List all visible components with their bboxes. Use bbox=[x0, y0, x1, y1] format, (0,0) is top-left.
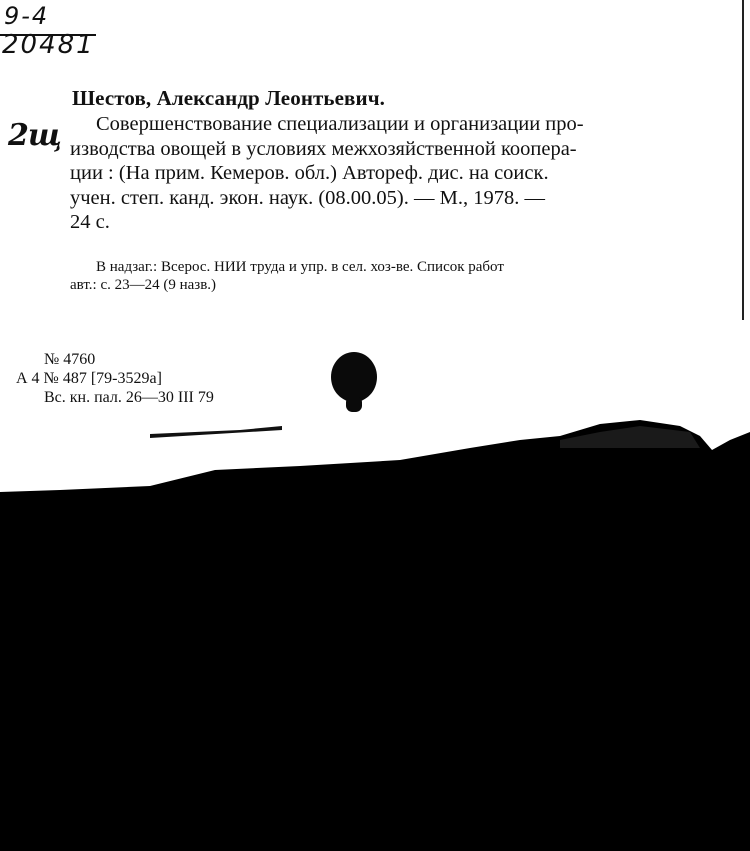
chronicle-reference: Вс. кн. пал. 26—30 III 79 bbox=[44, 389, 214, 406]
author-heading: Шестов, Александр Леонтьевич. bbox=[72, 86, 385, 110]
index-number: А 4 № 487 [79-3529а] bbox=[16, 370, 162, 387]
note-line: авт.: с. 23—24 (9 назв.) bbox=[70, 277, 217, 293]
description-line: Совершенствование специализации и организации про- bbox=[96, 113, 584, 135]
record-number: № 4760 bbox=[44, 351, 96, 368]
description-line: ции : (На прим. Кемеров. обл.) Автореф. дис. на соиск. bbox=[70, 162, 549, 184]
description-line: учен. степ. канд. экон. наук. (08.00.05). — М., 1978. — bbox=[70, 186, 545, 209]
note-line: В надзаг.: Всерос. НИИ труда и упр. в сел. хоз-ве. Список работ bbox=[96, 259, 504, 275]
handwritten-margin-mark: 2щ bbox=[8, 118, 61, 153]
description-line: 24 с. bbox=[70, 211, 110, 233]
description-line: изводства овощей в условиях межхозяйственной коопера- bbox=[70, 137, 577, 160]
handwritten-shelf-number: 9-4 bbox=[4, 2, 50, 30]
handwritten-inventory-number: 20481 bbox=[2, 30, 95, 60]
